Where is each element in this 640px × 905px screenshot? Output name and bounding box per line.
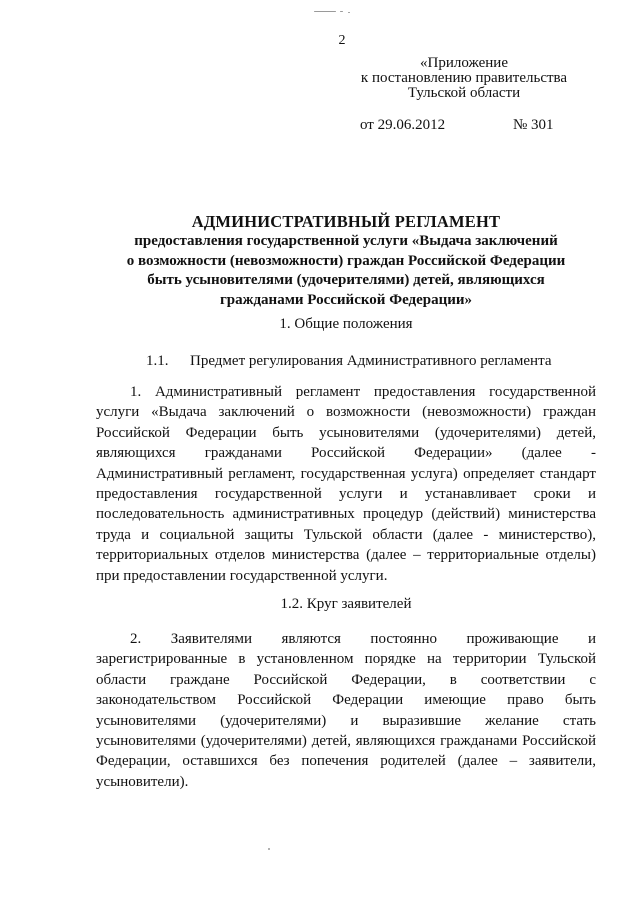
paragraph-1: [96, 382, 596, 586]
subsection-title: Предмет регулирования Административного регламента: [190, 353, 552, 369]
paragraph-line: Российской Федерации быть усыновителями (удочерителями) детей,: [96, 424, 596, 441]
appendix-line: «Приложение: [419, 55, 508, 71]
subtitle-line: предоставления государственной услуги «Выдача заключений: [134, 233, 558, 249]
paragraph-line: при предоставлении государственной услуги.: [96, 567, 388, 584]
paragraph-line: предоставления государственной услуги и устанавливает сроки и: [96, 486, 596, 503]
subtitle-line: о возможности (невозможности) граждан Российской Федерации: [126, 252, 566, 269]
document-subtitle: [96, 232, 596, 310]
subtitle-line: быть усыновителями (удочерителями) детей, являющихся: [147, 272, 545, 288]
paragraph-line: усыновителями (удочерителями) и выразившие желание стать: [96, 712, 596, 729]
paragraph-line: области граждане Российской Федерации, в соответствии с: [96, 671, 596, 688]
paragraph-line: являющихся гражданами Российской Федерации» (далее -: [96, 445, 596, 462]
scan-speck: [340, 11, 343, 12]
paragraph-line: услуги «Выдача заключений о возможности (невозможности) граждан: [96, 404, 596, 421]
subsection-number: 1.1.: [146, 353, 169, 369]
paragraph-line: последовательность административных процедур (действий) министерства: [96, 506, 596, 523]
paragraph-line: Федерации, оставшихся без попечения родителей (далее – заявители,: [96, 753, 596, 770]
scan-speck: [314, 11, 336, 12]
paragraph-line: 2. Заявителями являются постоянно проживающие и: [130, 631, 596, 647]
scan-speck: [348, 12, 350, 13]
paragraph-line: 1. Административный регламент предоставления государственной: [130, 384, 596, 400]
paragraph-line: усыновителями (удочерителями) детей, являющихся гражданами Российской: [96, 733, 596, 750]
paragraph-line: зарегистрированные в установленном порядке на территории Тульской: [96, 651, 596, 668]
paragraph-line: законодательством Российской Федерации имеющие право быть: [96, 692, 596, 709]
scan-speck: [268, 848, 270, 850]
paragraph-line: территориальных отделов министерства (далее – территориальные отделы): [96, 547, 596, 564]
subsection-heading: [146, 353, 551, 370]
document-title: АДМИНИСТРАТИВНЫЙ РЕГЛАМЕНТ: [191, 212, 501, 231]
subsection-heading: 1.2. Круг заявителей: [280, 596, 412, 612]
resolution-date: от 29.06.2012: [360, 117, 446, 133]
subtitle-line: гражданами Российской Федерации»: [219, 291, 473, 308]
section-heading: 1. Общие положения: [279, 316, 413, 332]
paragraph-line: Административный регламент, государственная услуга) определяет стандарт: [96, 465, 596, 482]
resolution-number: № 301: [513, 117, 554, 133]
appendix-line: Тульской области: [407, 85, 521, 101]
paragraph-2: [96, 629, 596, 792]
page-number: 2: [338, 33, 346, 48]
appendix-header: [356, 56, 572, 101]
paragraph-line: труда и социальной защиты Тульской области (далее - министерство),: [96, 526, 596, 543]
paragraph-line: усыновители).: [96, 773, 189, 790]
appendix-line: к постановлению правительства: [360, 70, 568, 86]
